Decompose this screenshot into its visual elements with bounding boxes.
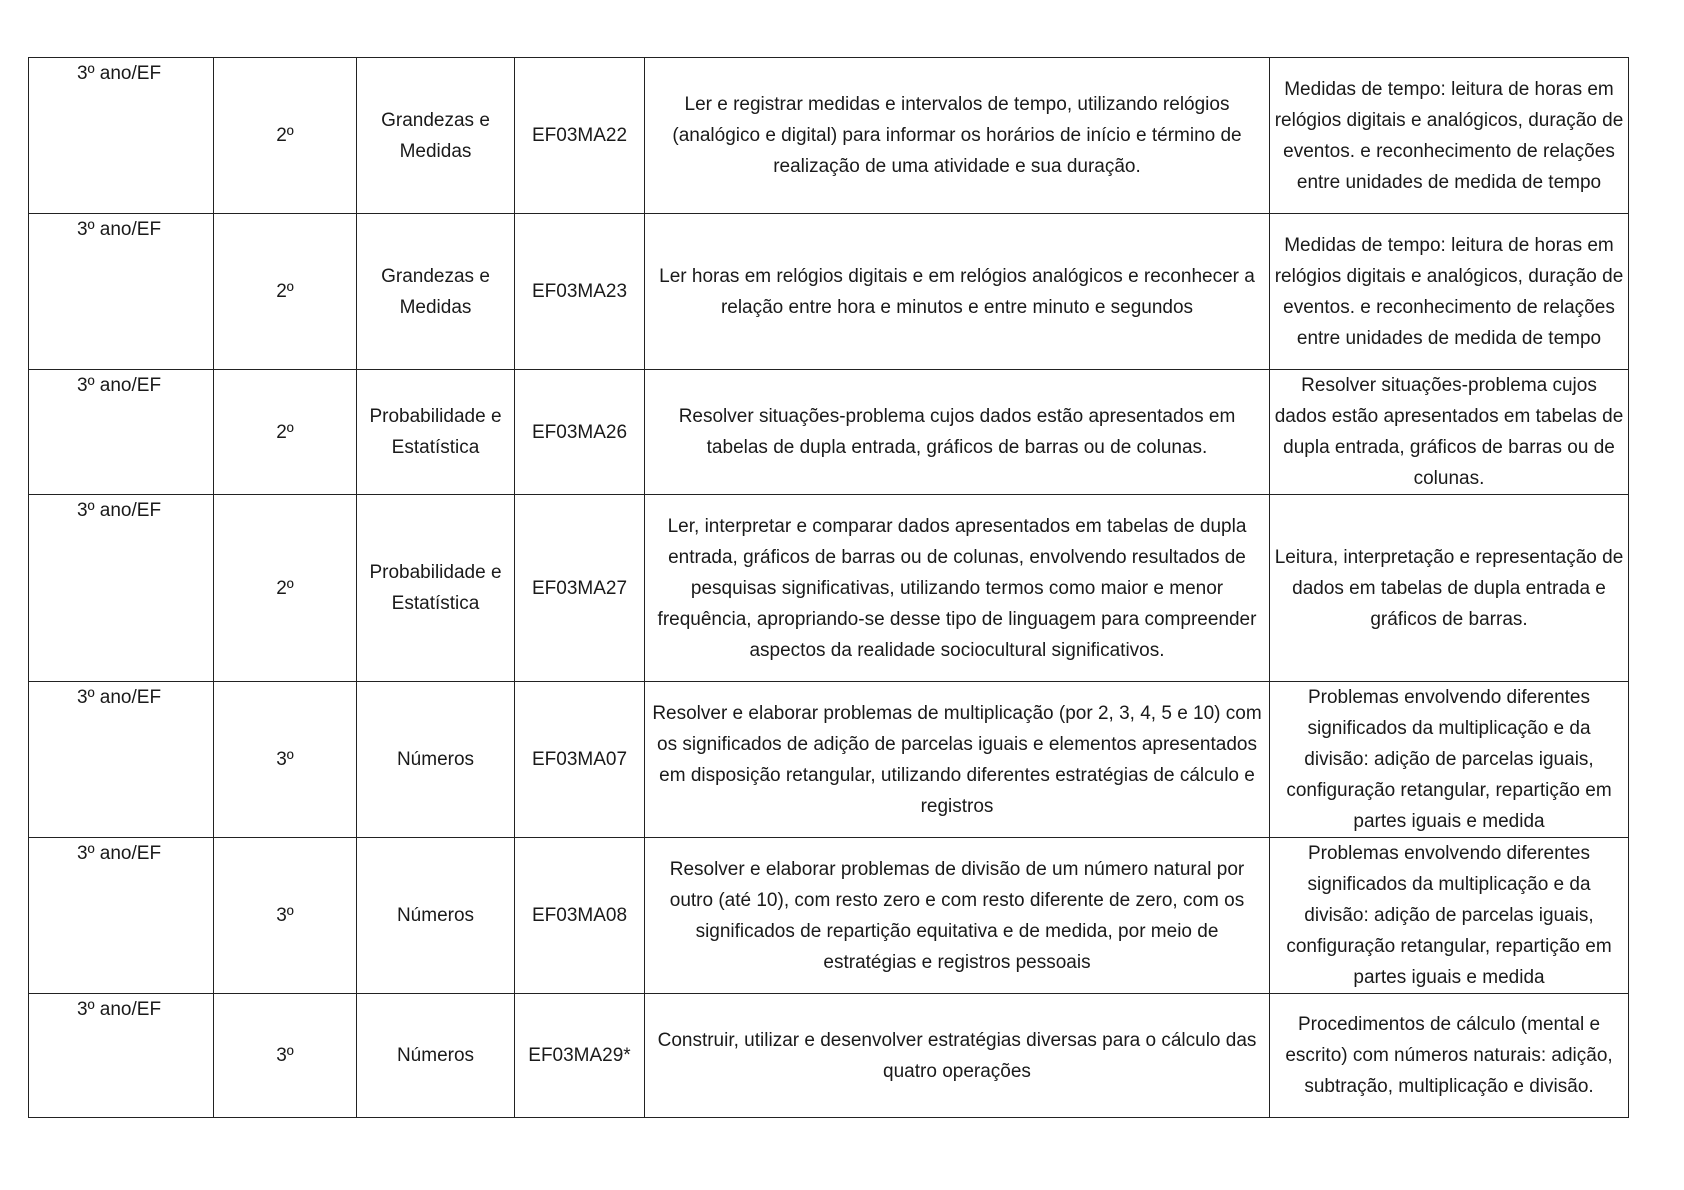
skill-description-cell: Ler horas em relógios digitais e em relógios analógicos e reconhecer a relação entre hora e minutos e entre minuto e segundos bbox=[645, 214, 1270, 370]
bimester-cell: 2º bbox=[214, 58, 357, 214]
year-cell: 3º ano/EF bbox=[29, 682, 214, 838]
skill-code-cell: EF03MA26 bbox=[515, 370, 645, 495]
table-row bbox=[29, 682, 1629, 838]
knowledge-object-cell: Resolver situações-problema cujos dados estão apresentados em tabelas de dupla entrada, gráficos de barras ou de colunas. bbox=[1270, 370, 1629, 495]
skill-code-cell: EF03MA22 bbox=[515, 58, 645, 214]
table-row bbox=[29, 58, 1629, 214]
thematic-unit-cell: Probabilidade e Estatística bbox=[357, 495, 515, 682]
skill-code-cell: EF03MA23 bbox=[515, 214, 645, 370]
curriculum-table bbox=[28, 57, 1629, 1118]
table-row bbox=[29, 994, 1629, 1118]
thematic-unit-cell: Números bbox=[357, 682, 515, 838]
table-row bbox=[29, 495, 1629, 682]
knowledge-object-cell: Leitura, interpretação e representação de dados em tabelas de dupla entrada e gráficos de barras. bbox=[1270, 495, 1629, 682]
knowledge-object-cell: Procedimentos de cálculo (mental e escrito) com números naturais: adição, subtração, multiplicação e divisão. bbox=[1270, 994, 1629, 1118]
table-row bbox=[29, 214, 1629, 370]
skill-description-cell: Resolver e elaborar problemas de divisão de um número natural por outro (até 10), com resto zero e com resto diferente de zero, com os significados de repartição equitativa e de medida, por meio de estratégias e registros pessoais bbox=[645, 838, 1270, 994]
skill-code-cell: EF03MA08 bbox=[515, 838, 645, 994]
bimester-cell: 3º bbox=[214, 994, 357, 1118]
skill-description-cell: Ler e registrar medidas e intervalos de tempo, utilizando relógios (analógico e digital) para informar os horários de início e término de realização de uma atividade e sua duração. bbox=[645, 58, 1270, 214]
thematic-unit-cell: Números bbox=[357, 838, 515, 994]
year-cell: 3º ano/EF bbox=[29, 58, 214, 214]
table-row bbox=[29, 370, 1629, 495]
year-cell: 3º ano/EF bbox=[29, 495, 214, 682]
knowledge-object-cell: Medidas de tempo: leitura de horas em relógios digitais e analógicos, duração de eventos. e reconhecimento de relações entre unidades de medida de tempo bbox=[1270, 58, 1629, 214]
bimester-cell: 3º bbox=[214, 682, 357, 838]
thematic-unit-cell: Grandezas e Medidas bbox=[357, 58, 515, 214]
document-page bbox=[28, 57, 1628, 1118]
skill-description-cell: Construir, utilizar e desenvolver estratégias diversas para o cálculo das quatro operações bbox=[645, 994, 1270, 1118]
skill-code-cell: EF03MA27 bbox=[515, 495, 645, 682]
year-cell: 3º ano/EF bbox=[29, 214, 214, 370]
bimester-cell: 3º bbox=[214, 838, 357, 994]
skill-description-cell: Ler, interpretar e comparar dados apresentados em tabelas de dupla entrada, gráficos de barras ou de colunas, envolvendo resultados de pesquisas significativas, utilizando termos como maior e menor frequência, apropriando-se desse tipo de linguagem para compreender aspectos da realidade sociocultural significativos. bbox=[645, 495, 1270, 682]
year-cell: 3º ano/EF bbox=[29, 994, 214, 1118]
knowledge-object-cell: Medidas de tempo: leitura de horas em relógios digitais e analógicos, duração de eventos. e reconhecimento de relações entre unidades de medida de tempo bbox=[1270, 214, 1629, 370]
skill-code-cell: EF03MA07 bbox=[515, 682, 645, 838]
thematic-unit-cell: Probabilidade e Estatística bbox=[357, 370, 515, 495]
bimester-cell: 2º bbox=[214, 214, 357, 370]
table-row bbox=[29, 838, 1629, 994]
bimester-cell: 2º bbox=[214, 495, 357, 682]
year-cell: 3º ano/EF bbox=[29, 370, 214, 495]
bimester-cell: 2º bbox=[214, 370, 357, 495]
knowledge-object-cell: Problemas envolvendo diferentes significados da multiplicação e da divisão: adição de parcelas iguais, configuração retangular, repartição em partes iguais e medida bbox=[1270, 682, 1629, 838]
thematic-unit-cell: Grandezas e Medidas bbox=[357, 214, 515, 370]
skill-description-cell: Resolver e elaborar problemas de multiplicação (por 2, 3, 4, 5 e 10) com os significados de adição de parcelas iguais e elementos apresentados em disposição retangular, utilizando diferentes estratégias de cálculo e registros bbox=[645, 682, 1270, 838]
year-cell: 3º ano/EF bbox=[29, 838, 214, 994]
skill-code-cell: EF03MA29* bbox=[515, 994, 645, 1118]
thematic-unit-cell: Números bbox=[357, 994, 515, 1118]
knowledge-object-cell: Problemas envolvendo diferentes significados da multiplicação e da divisão: adição de parcelas iguais, configuração retangular, repartição em partes iguais e medida bbox=[1270, 838, 1629, 994]
skill-description-cell: Resolver situações-problema cujos dados estão apresentados em tabelas de dupla entrada, gráficos de barras ou de colunas. bbox=[645, 370, 1270, 495]
